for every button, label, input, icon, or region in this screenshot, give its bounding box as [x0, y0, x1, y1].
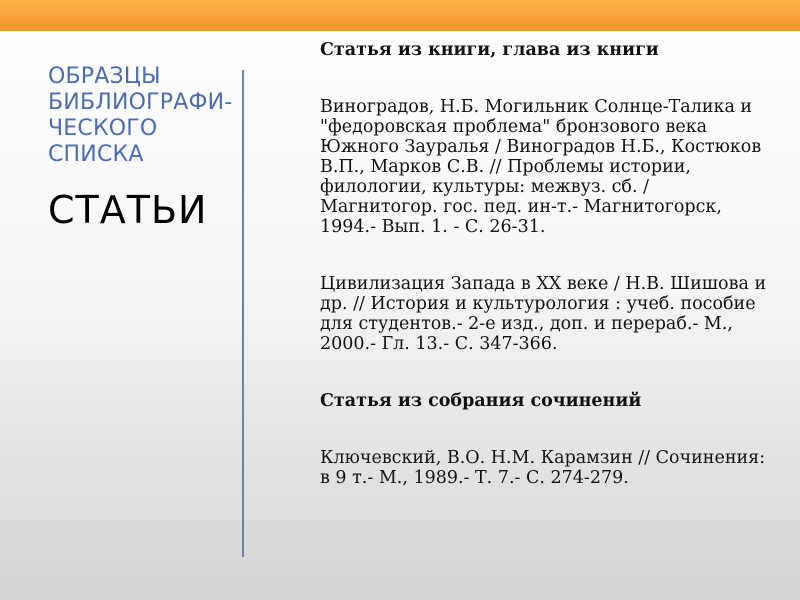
slide-subtitle: СТАТЬИ [48, 188, 208, 232]
bibliography-entry: Ключевский, В.О. Н.М. Карамзин // Сочинения: в 9 т.- М., 1989.- Т. 7.- С. 274-279. [320, 448, 766, 488]
slide-title-line: СПИСКА [48, 142, 144, 167]
bibliography-entry: Виноградов, Н.Б. Могильник Солнце-Талика и "федоровская проблема" бронзового века Южного Зауралья / Виноградов Н.Б., Костюков В.П., Марков С.В. // Проблемы истории, филологии, культуры: межвуз. сб. / Магнитогор. гос. пед. ин-т.- Магнитогорск, 1994.- Вып. 1. - С. 26-31. [320, 97, 762, 237]
left-title-panel [48, 64, 238, 230]
slide-title-line: ОБРАЗЦЫ [48, 64, 161, 89]
vertical-divider [242, 70, 244, 557]
slide-title-line: ЧЕСКОГО [48, 116, 158, 141]
section-heading-collected-works: Статья из собрания сочинений [320, 391, 642, 411]
bibliography-content [320, 40, 770, 488]
top-accent-bar [0, 0, 800, 31]
section-heading-book-article: Статья из книги, глава из книги [320, 40, 659, 60]
slide-title-line: БИБЛИОГРАФИ- [48, 90, 233, 115]
bibliography-entry: Цивилизация Запада в XX веке / Н.В. Шишова и др. // История и культурология : учеб. пособие для студентов.- 2-е изд., доп. и перераб.- М., 2000.- Гл. 13.- С. 347-366. [320, 274, 767, 354]
slide-title [48, 64, 238, 168]
